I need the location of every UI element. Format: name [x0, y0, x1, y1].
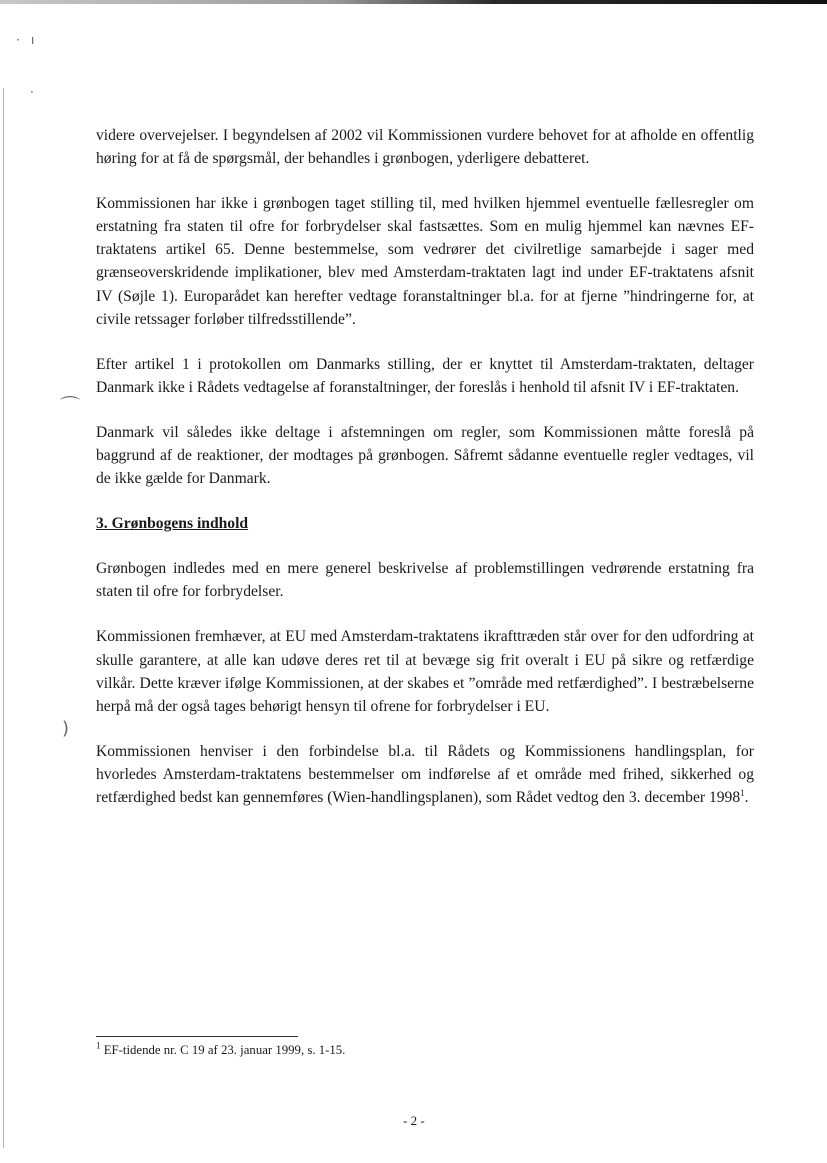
- paragraph: Efter artikel 1 i protokollen om Danmarks stilling, der er knyttet til Amsterdam-traktaten, deltager Danmark ikke i Rådets vedtagelse af foranstaltninger, der foreslås i henhold til afsnit IV i EF-traktaten.: [96, 355, 754, 396]
- section-heading: 3. Grønbogens indhold: [96, 515, 249, 533]
- footnote-marker: 1: [96, 1040, 101, 1051]
- scan-speck: ı: [31, 33, 35, 47]
- paragraph-text: Kommissionen henviser i den forbindelse bl.a. til Rådets og Kommissionens handlingsplan, for hvorledes Amsterdam-traktatens bestemmelser om indførelse af et område med frihed, sikkerhed og retfærdighed bedst kan gennemføres (Wien-handlingsplanen), som Rådet vedtog den 3. december 1998: [96, 742, 754, 806]
- paragraph: Kommissionen fremhæver, at EU med Amsterdam-traktatens ikrafttræden står over for den udfordring at skulle garantere, at alle kan udøve deres ret til at bevæge sig frit overalt i EU på sikre og retfærdige vilkår. Dette kræver ifølge Kommissionen, at der skabes et ”område med retfærdighed”. I bestræbelserne herpå må der også tages behørigt hensyn til ofrene for forbrydelser i EU.: [96, 628, 754, 715]
- document-body: [96, 124, 754, 809]
- paragraph-end: .: [744, 788, 749, 806]
- scan-speck: ·: [16, 33, 20, 47]
- scan-left-edge: [3, 88, 4, 1148]
- footnote-separator: [96, 1036, 298, 1037]
- footnote: [96, 1042, 345, 1058]
- footnote-text: EF-tidende nr. C 19 af 23. januar 1999, s. 1-15.: [103, 1043, 346, 1057]
- paragraph: videre overvejelser. I begyndelsen af 2002 vil Kommissionen vurdere behovet for at afholde en offentlig høring for at få de spørgsmål, der behandles i grønbogen, yderligere debatteret.: [96, 127, 754, 168]
- punch-hole-mark: ): [62, 718, 70, 739]
- page-number: - 2 -: [403, 1113, 425, 1128]
- paragraph: Kommissionen har ikke i grønbogen taget stilling til, med hvilken hjemmel eventuelle fællesregler om erstatning fra staten til ofre for forbrydelser skal fastsættes. Som en mulig hjemmel kan nævnes EF-traktatens artikel 65. Denne bestemmelse, som vedrører det civilretlige samarbejde i sager med grænseoverskridende implikationer, blev med Amsterdam-traktaten lagt ind under EF-traktatens afsnit IV (Søjle 1). Europarådet kan herefter vedtage foranstaltninger bl.a. for at fjerne ”hindringerne for, at civile retssager forløber tilfredsstillende”.: [96, 195, 754, 328]
- scan-top-edge: [0, 0, 827, 4]
- paragraph: Danmark vil således ikke deltage i afstemningen om regler, som Kommissionen måtte foreslå på baggrund af de reaktioner, der modtages på grønbogen. Såfremt sådanne eventuelle regler vedtages, vil de ikke gælde for Danmark.: [96, 423, 754, 488]
- footnote-reference[interactable]: 1: [740, 787, 745, 798]
- scan-speck: ·: [30, 85, 34, 99]
- punch-hole-mark: ⌒: [60, 394, 80, 418]
- paragraph: Grønbogen indledes med en mere generel beskrivelse af problemstillingen vedrørende erstatning fra staten til ofre for forbrydelser.: [96, 560, 754, 601]
- paragraph-with-footnote: [96, 740, 754, 809]
